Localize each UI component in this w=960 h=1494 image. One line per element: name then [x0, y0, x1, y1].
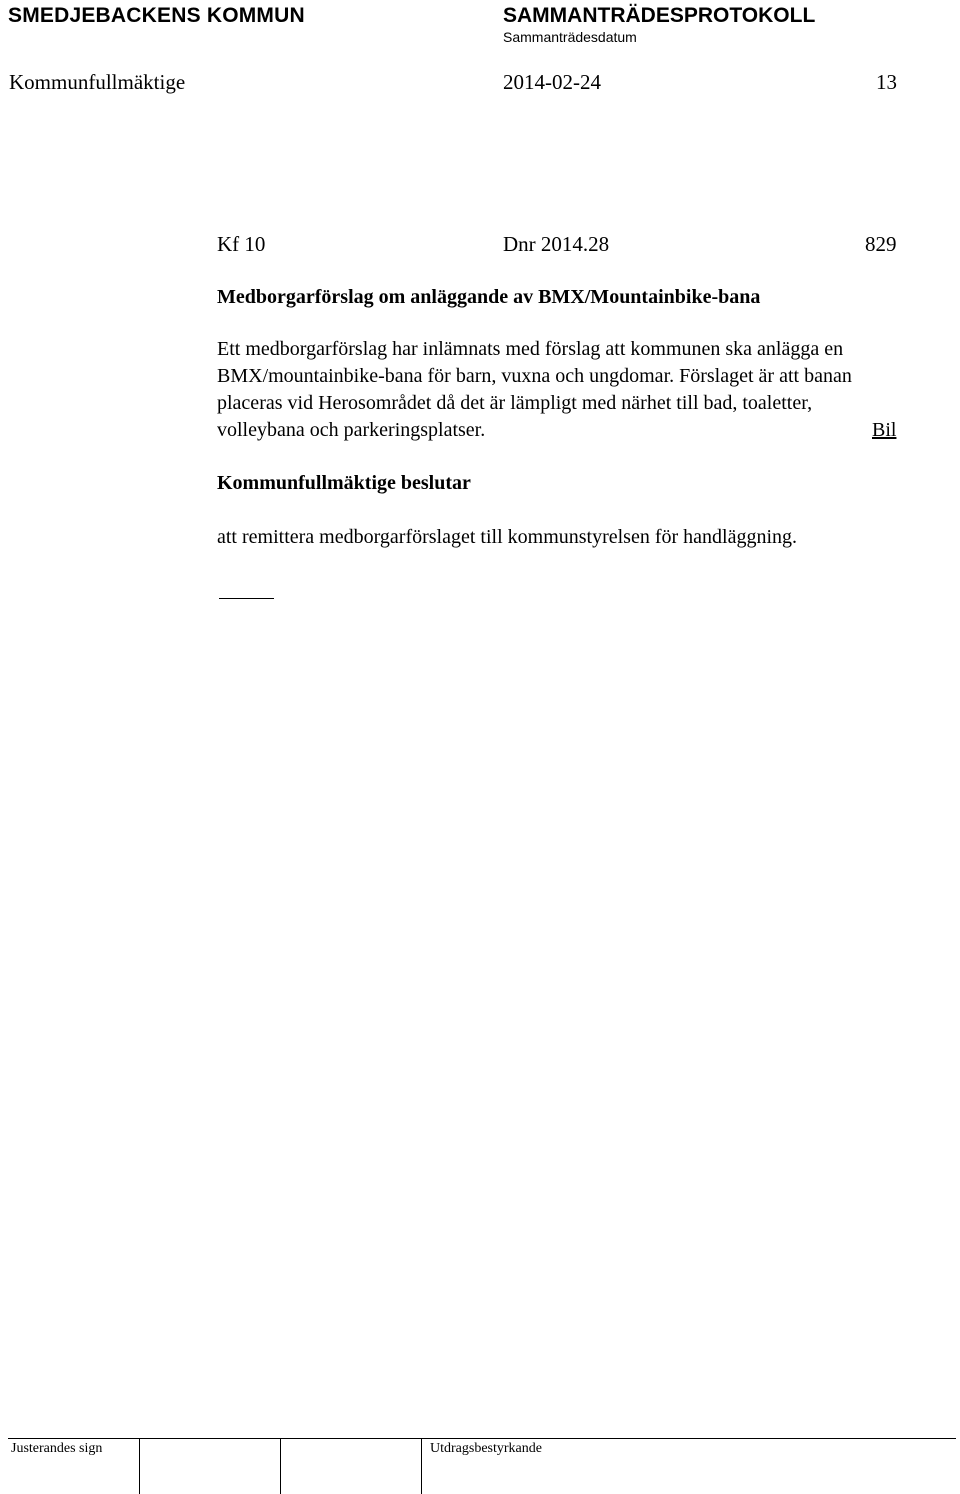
- body-line: Ett medborgarförslag har inlämnats med förslag att kommunen ska anlägga en: [217, 338, 844, 360]
- footer-divider: [139, 1438, 140, 1494]
- paragraph-number: Kf 10: [217, 232, 266, 256]
- governing-body: Kommunfullmäktige: [9, 70, 186, 94]
- extract-certification-label: Utdragsbestyrkande: [430, 1441, 542, 1456]
- document-type: SAMMANTRÄDESPROTOKOLL: [503, 4, 816, 27]
- signature-label: Justerandes sign: [11, 1441, 103, 1456]
- meeting-date: 2014-02-24: [503, 70, 601, 94]
- diary-number: Dnr 2014.28: [503, 232, 610, 256]
- body-line: BMX/mountainbike-bana för barn, vuxna och ungdomar. Förslaget är att banan: [217, 365, 852, 387]
- meeting-date-label: Sammanträdesdatum: [503, 29, 637, 45]
- section-end-rule: [219, 598, 274, 599]
- footer-divider: [421, 1438, 422, 1494]
- organization-name: SMEDJEBACKENS KOMMUN: [8, 4, 305, 27]
- page-number: 13: [876, 70, 897, 94]
- diary-number-extra: 829: [865, 232, 897, 256]
- body-line: volleybana och parkeringsplatser.: [217, 419, 486, 441]
- decision-heading: Kommunfullmäktige beslutar: [217, 472, 471, 494]
- footer-divider: [280, 1438, 281, 1494]
- decision-text: att remittera medborgarförslaget till kommunstyrelsen för handläggning.: [217, 526, 798, 548]
- body-line: placeras vid Herosområdet då det är lämpligt med närhet till bad, toaletter,: [217, 392, 813, 414]
- case-title: Medborgarförslag om anläggande av BMX/Mountainbike-bana: [217, 286, 761, 308]
- attachment-link[interactable]: Bil: [872, 419, 897, 441]
- footer-rule: [8, 1438, 956, 1439]
